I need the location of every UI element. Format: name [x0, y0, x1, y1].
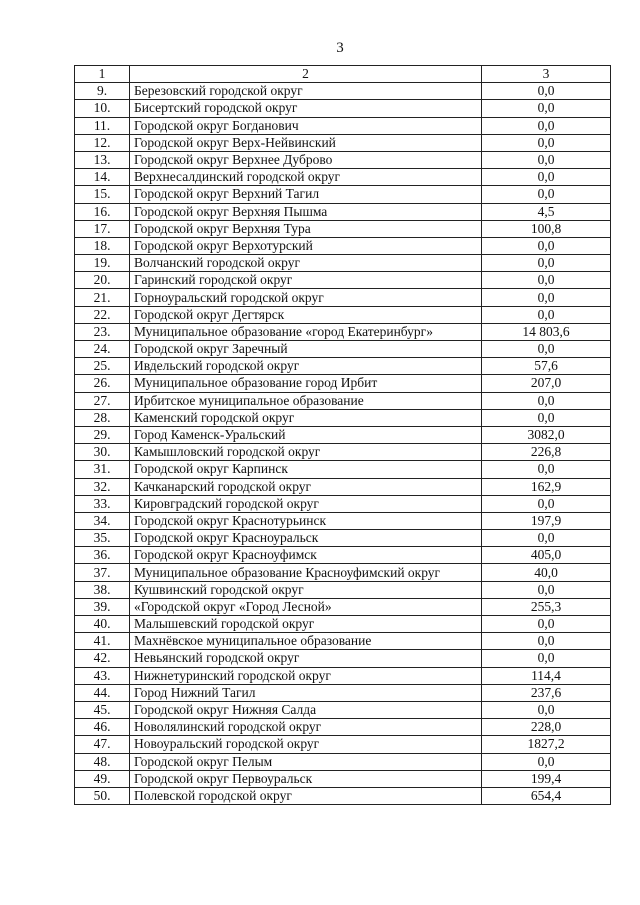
municipality-name-cell: Ивдельский городской округ [130, 358, 482, 375]
amount-cell: 0,0 [482, 100, 611, 117]
municipality-name-cell: Городской округ Краснотурьинск [130, 512, 482, 529]
municipality-name-cell: Городской округ Пелым [130, 753, 482, 770]
row-number-cell: 9. [75, 83, 130, 100]
table-row [75, 616, 611, 633]
row-number-cell: 29. [75, 426, 130, 443]
row-number-cell: 14. [75, 169, 130, 186]
row-number-cell: 27. [75, 392, 130, 409]
amount-cell: 0,0 [482, 169, 611, 186]
amount-cell: 40,0 [482, 564, 611, 581]
municipality-name-cell: Бисертский городской округ [130, 100, 482, 117]
amount-cell: 0,0 [482, 392, 611, 409]
table-row [75, 787, 611, 804]
table-row [75, 169, 611, 186]
table-row [75, 255, 611, 272]
table-row [75, 375, 611, 392]
row-number-cell: 23. [75, 323, 130, 340]
amount-cell: 0,0 [482, 530, 611, 547]
row-number-cell: 42. [75, 650, 130, 667]
amount-cell: 0,0 [482, 289, 611, 306]
row-number-cell: 19. [75, 255, 130, 272]
row-number-cell: 50. [75, 787, 130, 804]
municipality-name-cell: Верхнесалдинский городской округ [130, 169, 482, 186]
municipality-name-cell: Березовский городской округ [130, 83, 482, 100]
table-row [75, 134, 611, 151]
municipality-name-cell: Махнёвское муниципальное образование [130, 633, 482, 650]
municipality-name-cell: Нижнетуринский городской округ [130, 667, 482, 684]
table-row [75, 650, 611, 667]
municipality-name-cell: Горноуральский городской округ [130, 289, 482, 306]
municipality-name-cell: Городской округ Красноуральск [130, 530, 482, 547]
amount-cell: 197,9 [482, 512, 611, 529]
table-row [75, 237, 611, 254]
row-number-cell: 39. [75, 598, 130, 615]
row-number-cell: 48. [75, 753, 130, 770]
table-row [75, 392, 611, 409]
row-number-cell: 22. [75, 306, 130, 323]
amount-cell: 0,0 [482, 409, 611, 426]
amount-cell: 4,5 [482, 203, 611, 220]
municipality-name-cell: Малышевский городской округ [130, 616, 482, 633]
table-row [75, 289, 611, 306]
header-col-2: 2 [130, 66, 482, 83]
amount-cell: 0,0 [482, 117, 611, 134]
table-row [75, 564, 611, 581]
municipality-name-cell: Городской округ Первоуральск [130, 770, 482, 787]
municipality-name-cell: Городской округ Верхний Тагил [130, 186, 482, 203]
municipality-name-cell: Полевской городской округ [130, 787, 482, 804]
row-number-cell: 35. [75, 530, 130, 547]
amount-cell: 0,0 [482, 581, 611, 598]
amount-cell: 405,0 [482, 547, 611, 564]
table-row [75, 598, 611, 615]
amount-cell: 57,6 [482, 358, 611, 375]
amount-cell: 0,0 [482, 134, 611, 151]
amount-cell: 0,0 [482, 650, 611, 667]
amount-cell: 228,0 [482, 719, 611, 736]
row-number-cell: 36. [75, 547, 130, 564]
municipality-name-cell: Каменский городской округ [130, 409, 482, 426]
row-number-cell: 38. [75, 581, 130, 598]
municipality-name-cell: Городской округ Верхняя Тура [130, 220, 482, 237]
header-row [75, 66, 611, 83]
amount-cell: 0,0 [482, 341, 611, 358]
row-number-cell: 44. [75, 684, 130, 701]
row-number-cell: 13. [75, 151, 130, 168]
municipality-name-cell: Невьянский городской округ [130, 650, 482, 667]
page-number: 3 [336, 40, 344, 56]
municipality-name-cell: Город Нижний Тагил [130, 684, 482, 701]
table-row [75, 667, 611, 684]
amount-cell: 0,0 [482, 255, 611, 272]
amount-cell: 0,0 [482, 633, 611, 650]
row-number-cell: 33. [75, 495, 130, 512]
row-number-cell: 49. [75, 770, 130, 787]
amount-cell: 0,0 [482, 461, 611, 478]
municipality-name-cell: Камышловский городской округ [130, 444, 482, 461]
amount-cell: 199,4 [482, 770, 611, 787]
row-number-cell: 45. [75, 701, 130, 718]
table-row [75, 272, 611, 289]
data-table [74, 65, 611, 805]
table-row [75, 684, 611, 701]
table-row [75, 444, 611, 461]
municipality-name-cell: Городской округ Верхнее Дуброво [130, 151, 482, 168]
amount-cell: 0,0 [482, 83, 611, 100]
table-row [75, 633, 611, 650]
municipality-name-cell: Городской округ Верх-Нейвинский [130, 134, 482, 151]
row-number-cell: 12. [75, 134, 130, 151]
amount-cell: 0,0 [482, 753, 611, 770]
row-number-cell: 28. [75, 409, 130, 426]
table-row [75, 736, 611, 753]
amount-cell: 654,4 [482, 787, 611, 804]
amount-cell: 114,4 [482, 667, 611, 684]
amount-cell: 162,9 [482, 478, 611, 495]
row-number-cell: 46. [75, 719, 130, 736]
municipality-name-cell: Муниципальное образование Красноуфимский округ [130, 564, 482, 581]
amount-cell: 3082,0 [482, 426, 611, 443]
table-row [75, 461, 611, 478]
table-row [75, 323, 611, 340]
row-number-cell: 43. [75, 667, 130, 684]
row-number-cell: 15. [75, 186, 130, 203]
row-number-cell: 18. [75, 237, 130, 254]
table-row [75, 203, 611, 220]
row-number-cell: 34. [75, 512, 130, 529]
table-row [75, 220, 611, 237]
row-number-cell: 41. [75, 633, 130, 650]
municipality-name-cell: Кушвинский городской округ [130, 581, 482, 598]
amount-cell: 207,0 [482, 375, 611, 392]
table-row [75, 306, 611, 323]
amount-cell: 226,8 [482, 444, 611, 461]
row-number-cell: 47. [75, 736, 130, 753]
municipality-name-cell: Новолялинский городской округ [130, 719, 482, 736]
row-number-cell: 17. [75, 220, 130, 237]
amount-cell: 0,0 [482, 151, 611, 168]
municipality-name-cell: Городской округ Верхотурский [130, 237, 482, 254]
row-number-cell: 30. [75, 444, 130, 461]
row-number-cell: 37. [75, 564, 130, 581]
table-header [75, 66, 611, 83]
row-number-cell: 21. [75, 289, 130, 306]
table-row [75, 341, 611, 358]
amount-cell: 0,0 [482, 701, 611, 718]
municipality-name-cell: Город Каменск-Уральский [130, 426, 482, 443]
table-row [75, 151, 611, 168]
municipality-name-cell: Городской округ Заречный [130, 341, 482, 358]
table-row [75, 495, 611, 512]
table-row [75, 83, 611, 100]
amount-cell: 100,8 [482, 220, 611, 237]
amount-cell: 0,0 [482, 186, 611, 203]
row-number-cell: 10. [75, 100, 130, 117]
table-row [75, 186, 611, 203]
amount-cell: 1827,2 [482, 736, 611, 753]
amount-cell: 0,0 [482, 237, 611, 254]
municipality-name-cell: Городской округ Карпинск [130, 461, 482, 478]
table-row [75, 753, 611, 770]
municipality-name-cell: Городской округ Красноуфимск [130, 547, 482, 564]
municipality-name-cell: Ирбитское муниципальное образование [130, 392, 482, 409]
table-row [75, 512, 611, 529]
municipality-name-cell: Качканарский городской округ [130, 478, 482, 495]
row-number-cell: 25. [75, 358, 130, 375]
municipality-name-cell: Городской округ Нижняя Салда [130, 701, 482, 718]
table-row [75, 409, 611, 426]
municipality-name-cell: Городской округ Богданович [130, 117, 482, 134]
row-number-cell: 11. [75, 117, 130, 134]
row-number-cell: 40. [75, 616, 130, 633]
municipality-name-cell: Городской округ Дегтярск [130, 306, 482, 323]
municipality-name-cell: Муниципальное образование «город Екатеринбург» [130, 323, 482, 340]
municipality-name-cell: «Городской округ «Город Лесной» [130, 598, 482, 615]
table-row [75, 478, 611, 495]
row-number-cell: 32. [75, 478, 130, 495]
row-number-cell: 31. [75, 461, 130, 478]
header-col-1: 1 [75, 66, 130, 83]
table-row [75, 547, 611, 564]
table-row [75, 719, 611, 736]
table-row [75, 530, 611, 547]
table-row [75, 701, 611, 718]
table-row [75, 426, 611, 443]
row-number-cell: 26. [75, 375, 130, 392]
header-col-3: 3 [482, 66, 611, 83]
amount-cell: 255,3 [482, 598, 611, 615]
municipality-name-cell: Кировградский городской округ [130, 495, 482, 512]
municipality-name-cell: Новоуральский городской округ [130, 736, 482, 753]
amount-cell: 0,0 [482, 306, 611, 323]
amount-cell: 0,0 [482, 272, 611, 289]
amount-cell: 0,0 [482, 616, 611, 633]
row-number-cell: 20. [75, 272, 130, 289]
row-number-cell: 16. [75, 203, 130, 220]
table-body [75, 83, 611, 805]
table-row [75, 100, 611, 117]
municipality-name-cell: Городской округ Верхняя Пышма [130, 203, 482, 220]
amount-cell: 237,6 [482, 684, 611, 701]
municipality-name-cell: Муниципальное образование город Ирбит [130, 375, 482, 392]
row-number-cell: 24. [75, 341, 130, 358]
table-row [75, 581, 611, 598]
municipality-name-cell: Гаринский городской округ [130, 272, 482, 289]
table-row [75, 358, 611, 375]
municipality-name-cell: Волчанский городской округ [130, 255, 482, 272]
amount-cell: 14 803,6 [482, 323, 611, 340]
table-row [75, 770, 611, 787]
amount-cell: 0,0 [482, 495, 611, 512]
table-row [75, 117, 611, 134]
